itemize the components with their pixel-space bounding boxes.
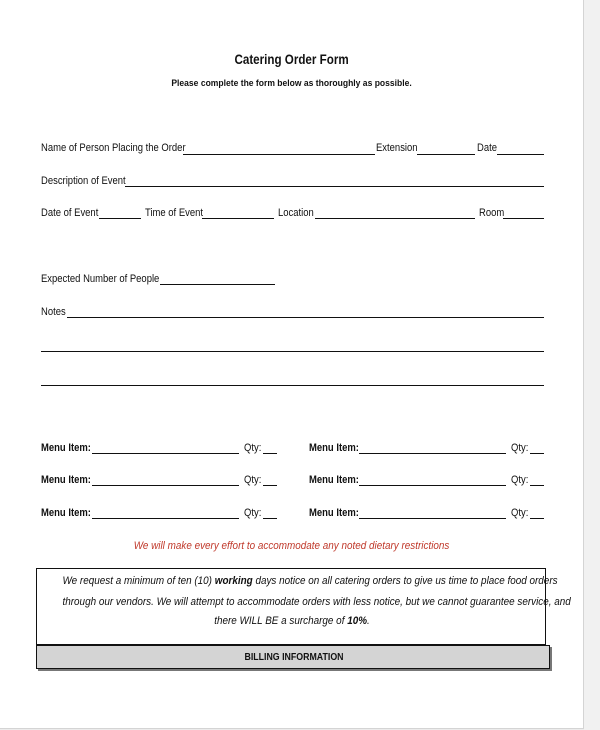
notes-field-line-3[interactable] <box>41 385 544 386</box>
qty-label: Qty: <box>244 474 262 486</box>
qty-label: Qty: <box>511 507 529 519</box>
menu-item-field[interactable] <box>92 518 239 519</box>
menu-item-field[interactable] <box>359 518 506 519</box>
policy-line-3: there WILL BE a surcharge of 10%. <box>214 615 370 627</box>
notes-field-line-2[interactable] <box>41 351 544 352</box>
policy-line-2: through our vendors. We will attempt to accommodate orders with less notice, but we cannot guarantee service, and <box>62 596 571 608</box>
location-label: Location <box>278 207 314 219</box>
room-field[interactable] <box>503 218 544 219</box>
menu-item-label: Menu Item: <box>309 474 359 486</box>
notes-field-line-1[interactable] <box>67 317 544 318</box>
description-label: Description of Event <box>41 175 126 187</box>
menu-item-label: Menu Item: <box>309 442 359 454</box>
qty-label: Qty: <box>244 442 262 454</box>
viewer-background <box>584 0 600 730</box>
menu-item-field[interactable] <box>359 485 506 486</box>
room-label: Room <box>479 207 505 219</box>
time-of-event-field[interactable] <box>202 218 274 219</box>
form-subtitle: Please complete the form below as thoroughly as possible. <box>171 78 412 89</box>
qty-field[interactable] <box>530 453 544 454</box>
menu-item-label: Menu Item: <box>41 507 91 519</box>
menu-item-label: Menu Item: <box>41 442 91 454</box>
date-of-event-field[interactable] <box>99 218 141 219</box>
menu-item-field[interactable] <box>92 453 239 454</box>
qty-field[interactable] <box>530 518 544 519</box>
expected-people-field[interactable] <box>160 284 275 285</box>
qty-label: Qty: <box>511 442 529 454</box>
billing-information-header <box>36 645 550 669</box>
dietary-note: We will make every effort to accommodate any noted dietary restrictions <box>133 540 450 552</box>
policy-line-1: We request a minimum of ten (10) working days notice on all catering orders to give us time to place food orders <box>62 575 558 587</box>
qty-label: Qty: <box>511 474 529 486</box>
name-label: Name of Person Placing the Order <box>41 142 186 154</box>
time-of-event-label: Time of Event <box>145 207 204 219</box>
billing-header-text: BILLING INFORMATION <box>244 652 344 663</box>
notes-label: Notes <box>41 306 66 318</box>
qty-field[interactable] <box>263 518 277 519</box>
location-field[interactable] <box>315 218 475 219</box>
menu-item-label: Menu Item: <box>309 507 359 519</box>
menu-item-field[interactable] <box>92 485 239 486</box>
expected-people-label: Expected Number of People <box>41 273 160 285</box>
extension-label: Extension <box>376 142 418 154</box>
menu-item-label: Menu Item: <box>41 474 91 486</box>
qty-field[interactable] <box>263 485 277 486</box>
form-title: Catering Order Form <box>234 52 349 67</box>
qty-label: Qty: <box>244 507 262 519</box>
description-field[interactable] <box>125 186 544 187</box>
date-of-event-label: Date of Event <box>41 207 99 219</box>
name-field[interactable] <box>183 154 375 155</box>
qty-field[interactable] <box>530 485 544 486</box>
menu-item-field[interactable] <box>359 453 506 454</box>
extension-field[interactable] <box>417 154 475 155</box>
date-field[interactable] <box>497 154 544 155</box>
policy-notice-box <box>36 568 571 645</box>
qty-field[interactable] <box>263 453 277 454</box>
date-label: Date <box>477 142 497 154</box>
